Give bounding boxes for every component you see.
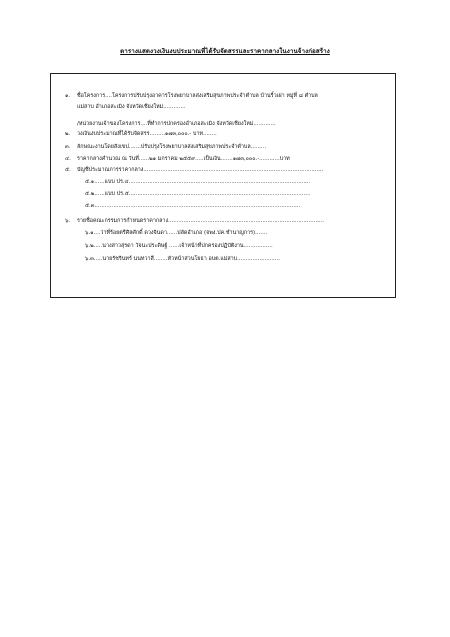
item-text: ๖.๓.....นายรัชรินทร์ นนทวาสี........หัวหน้าส่วนโยธา อบต.แม่สาบ......................... [85,256,280,262]
item-text: ๕.๒......แบบ ปร.๕.......................................................................................................... [85,191,311,197]
item-number: ๑. [65,93,71,99]
item-text: ชื่อโครงการ....โครงการปรับปรุงอาคารโรงพยาบาลส่งเสริมสุขภาพประจำตำบล บ้านริ้วเผ่า หมู่ที่ ๘ ตำบล [77,93,318,99]
item-number: ๖. [65,218,71,224]
item-text: ๖.๒.....นางสาวสุรดา วัจนะประดิษฐ์ ......เจ้าหน้าที่ปกครองปฏิบัติงาน................. [85,243,273,249]
item-number: ๓. [65,144,71,150]
item-number: ๕. [65,167,71,173]
item-text: ๖.๑....ว่าที่ร้อยตรีศิลศักดิ์ ดวงจินดา......ปลัดอำเภอ (จพง.ปค.ชำนาญการ)....... [85,230,268,236]
item-number: ๔. [65,156,71,162]
item-text: วงเงินงบประมาณที่ได้รับจัดสรร.........๑๗๓,๐๐๐.- บาท........ [77,131,217,137]
item-text: ๕.๓........................................................................................................................ [85,203,301,209]
item-number: ๒. [65,131,71,137]
item-text: บัญชีประมาณการราคากลาง......................................................................................................... [77,167,324,173]
item-text: /หน่วยงานเจ้าของโครงการ....ที่ทำการปกครองอำเภอสะเมิง จังหวัดเชียงใหม่............. [77,121,276,127]
page-title: ตารางแสดงวงเงินงบประมาณที่ได้รับจัดสรรและราคากลางในงานจ้างก่อสร้าง [120,48,330,55]
item-text: แม่สาบ อำเภอสะเมิง จังหวัดเชียงใหม่............. [77,104,186,110]
item-text: รายชื่อคณะกรรมการกำหนดราคากลาง........................................................................................... [77,218,325,224]
item-text: ราคากลางคำนวณ ณ วันที่......๒๑ มกราคม ๒๕๕๙.....เป็นเงิน.......๑๗๓,๐๐๐.-............บาท [77,156,290,162]
item-text: ๕.๑......แบบ ปร.๔.......................................................................................................... [85,179,311,185]
item-text: ลักษณะงานโดยสังเขป.......ปรับปรุงโรงพยาบาลส่งเสริมสุขภาพประจำตำบล......... [77,144,267,150]
document-frame [50,73,396,298]
